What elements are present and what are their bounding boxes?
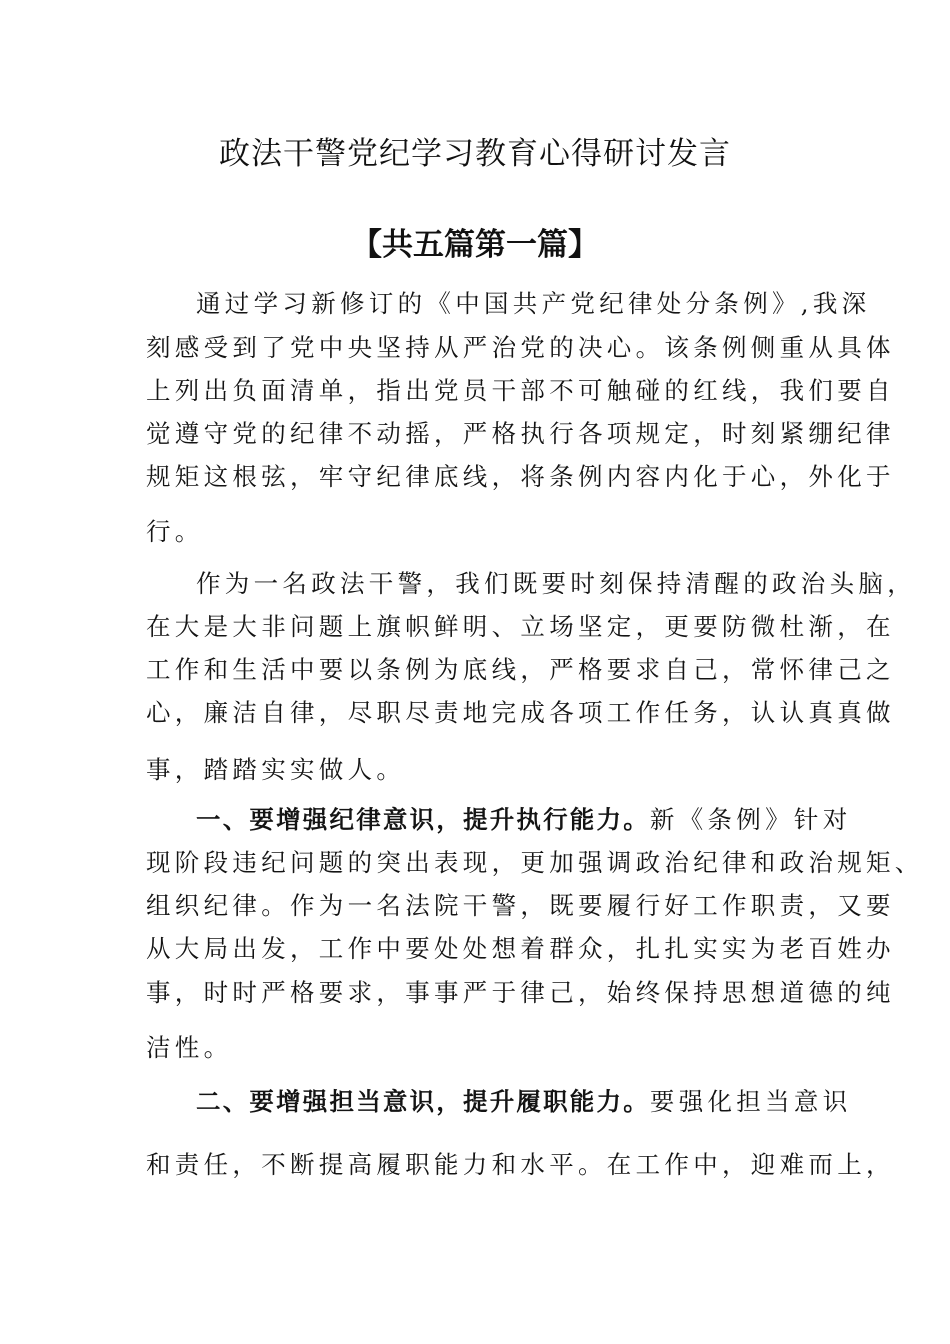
paragraph-1-line-6: 行。	[146, 517, 204, 546]
section-heading-1: 一、要增强纪律意识，提升执行能力。	[196, 805, 650, 834]
paragraph-3-line-4: 从大局出发，工作中要处处想着群众，扎扎实实为老百姓办	[146, 934, 895, 963]
document-subtitle: 【共五篇第一篇】	[351, 227, 599, 263]
paragraph-1-line-1: 通过学习新修订的《中国共产党纪律处分条例》,我深	[196, 289, 871, 318]
paragraph-1-line-3: 上列出负面清单，指出党员干部不可触碰的红线，我们要自	[146, 376, 895, 405]
paragraph-4-line-1: 二、要增强担当意识，提升履职能力。要强化担当意识	[196, 1087, 852, 1116]
document-title: 政法干警党纪学习教育心得研讨发言	[219, 136, 731, 172]
paragraph-3-line-6: 洁性。	[146, 1033, 233, 1062]
paragraph-3-line-3: 组织纪律。作为一名法院干警，既要履行好工作职责，又要	[146, 891, 895, 920]
paragraph-1-line-4: 觉遵守党的纪律不动摇，严格执行各项规定，时刻紧绷纪律	[146, 419, 895, 448]
paragraph-4-line-2: 和责任，不断提高履职能力和水平。在工作中，迎难而上，	[146, 1150, 895, 1179]
paragraph-1-line-2: 刻感受到了党中央坚持从严治党的决心。该条例侧重从具体	[146, 333, 895, 362]
paragraph-2-line-2: 在大是大非问题上旗帜鲜明、立场坚定，更要防微杜渐，在	[146, 612, 895, 641]
paragraph-3-line-1: 一、要增强纪律意识，提升执行能力。新《条例》针对	[196, 805, 852, 834]
paragraph-3-line-5: 事，时时严格要求，事事严于律己，始终保持思想道德的纯	[146, 978, 895, 1007]
paragraph-3-line-2: 现阶段违纪问题的突出表现，更加强调政治纪律和政治规矩、	[146, 848, 924, 877]
paragraph-1-line-5: 规矩这根弦，牢守纪律底线，将条例内容内化于心，外化于	[146, 462, 895, 491]
paragraph-2-line-4: 心，廉洁自律，尽职尽责地完成各项工作任务，认认真真做	[146, 698, 895, 727]
paragraph-2-line-1: 作为一名政法干警，我们既要时刻保持清醒的政治头脑，	[196, 569, 916, 598]
paragraph-2-line-5: 事，踏踏实实做人。	[146, 755, 406, 784]
section-heading-2: 二、要增强担当意识，提升履职能力。	[196, 1087, 650, 1116]
paragraph-2-line-3: 工作和生活中要以条例为底线，严格要求自己，常怀律己之	[146, 655, 895, 684]
